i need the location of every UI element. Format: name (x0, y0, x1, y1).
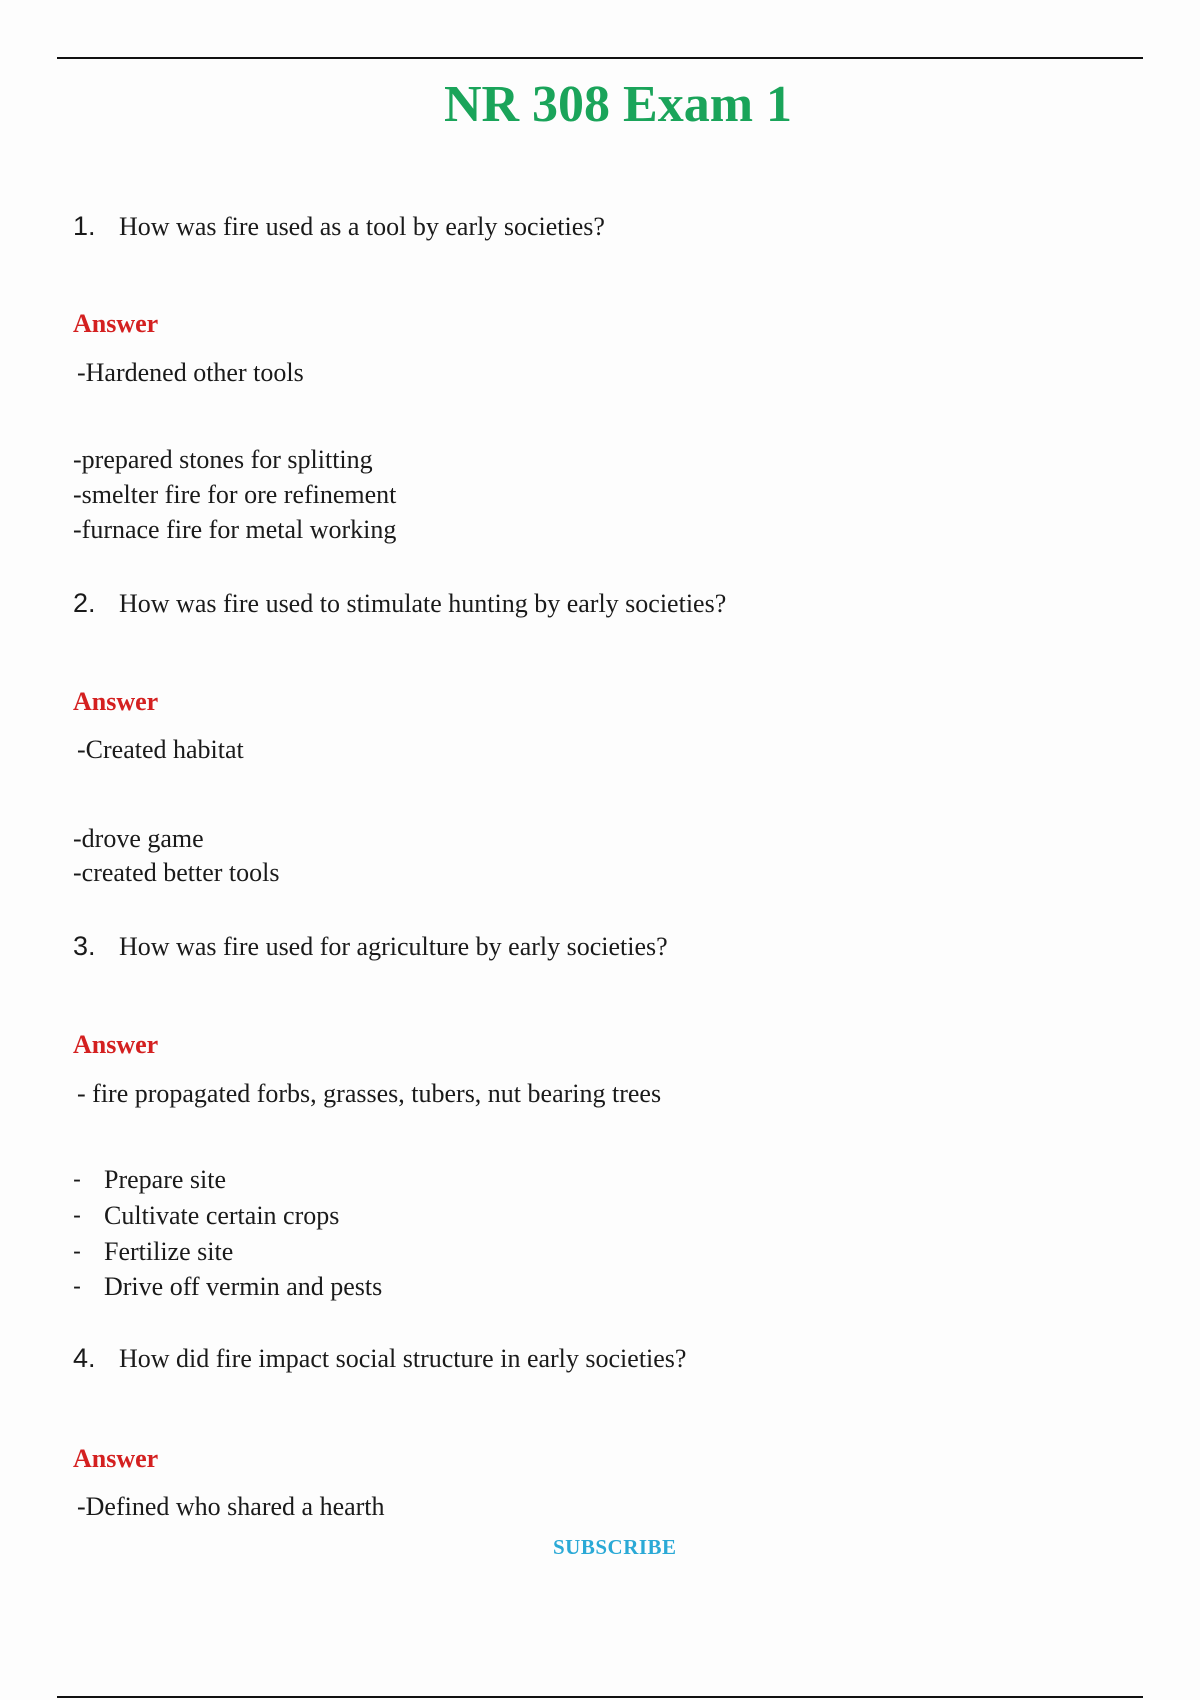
page-title: NR 308 Exam 1 (443, 76, 793, 133)
list-item-text: Fertilize site (104, 1237, 234, 1266)
answer-1-line-2: -prepared stones for splitting (73, 445, 373, 474)
answer-4-line-1: -Defined who shared a hearth (77, 1492, 385, 1521)
question-1 (73, 209, 96, 243)
answer-label-4: Answer (73, 1444, 159, 1473)
question-2-text: How was fire used to stimulate hunting by early societies? (119, 589, 727, 618)
question-number: 1. (73, 211, 96, 241)
answer-2-line-2: -drove game (73, 824, 204, 853)
list-item-text: Cultivate certain crops (104, 1201, 340, 1230)
question-number: 3. (73, 931, 96, 961)
question-number: 4. (73, 1343, 96, 1373)
answer-2-line-1: -Created habitat (77, 735, 244, 764)
subscribe-link[interactable]: SUBSCRIBE (553, 1535, 677, 1559)
question-4 (73, 1341, 96, 1375)
answer-label-3: Answer (73, 1030, 159, 1059)
answer-1-line-3: -smelter fire for ore refinement (73, 480, 397, 509)
answer-1-line-1: -Hardened other tools (77, 358, 304, 387)
question-number: 2. (73, 588, 96, 618)
dash-marker: - (73, 1202, 81, 1229)
list-item-text: Prepare site (104, 1165, 227, 1194)
answer-3-line-1: - fire propagated forbs, grasses, tubers, nut bearing trees (77, 1079, 662, 1108)
question-3 (73, 929, 96, 963)
answer-2-line-3: -created better tools (73, 858, 280, 887)
top-rule (57, 57, 1143, 59)
answer-label-2: Answer (73, 687, 159, 716)
list-item-text: Drive off vermin and pests (104, 1272, 383, 1301)
question-4-text: How did fire impact social structure in early societies? (119, 1344, 687, 1373)
question-2 (73, 586, 96, 620)
answer-1-line-4: -furnace fire for metal working (73, 515, 397, 544)
question-1-text: How was fire used as a tool by early societies? (119, 212, 605, 241)
dash-marker: - (73, 1238, 81, 1265)
bottom-rule (57, 1696, 1143, 1698)
answer-label-1: Answer (73, 309, 159, 338)
question-3-text: How was fire used for agriculture by early societies? (119, 932, 668, 961)
dash-marker: - (73, 1273, 81, 1300)
dash-marker: - (73, 1166, 81, 1193)
